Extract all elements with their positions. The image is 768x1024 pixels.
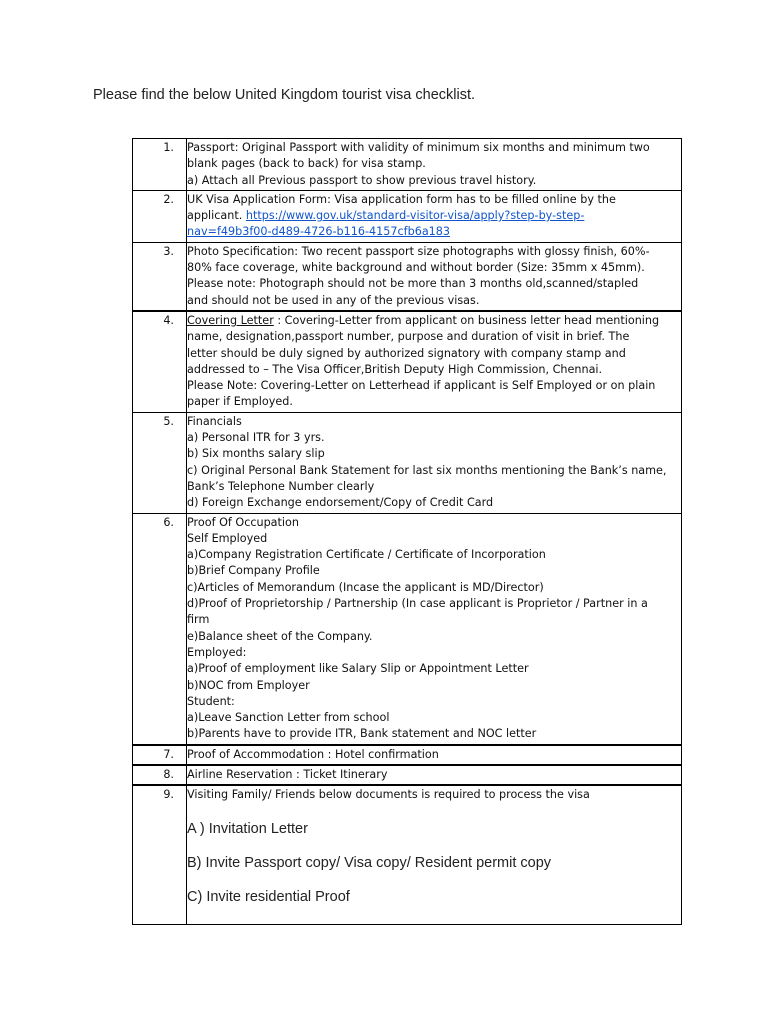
item-line: a)Company Registration Certificate / Certificate of Incorporation — [187, 548, 546, 562]
item-line-prefix: applicant. — [187, 209, 246, 223]
intro-text: Please find the below United Kingdom tourist visa checklist. — [93, 87, 476, 103]
item-line — [187, 313, 677, 329]
checklist-row-8 — [133, 765, 682, 785]
item-line: Financials — [187, 414, 242, 428]
checklist-row-3 — [133, 242, 682, 311]
item-text — [187, 412, 682, 513]
checklist-row-1 — [133, 139, 682, 191]
item-line-rest: : Covering-Letter from applicant on business letter head mentioning — [273, 313, 660, 327]
item-line: Self Employed — [187, 531, 268, 545]
item-number: 9. — [133, 785, 187, 924]
item-line: a) Attach all Previous passport to show previous travel history. — [187, 173, 537, 187]
item-line: a) Personal ITR for 3 yrs. — [187, 431, 325, 445]
visa-checklist-table — [132, 138, 682, 925]
item-line: c) Original Personal Bank Statement for last six months mentioning the Bank’s name, — [187, 463, 667, 477]
item-line: blank pages (back to back) for visa stamp. — [187, 157, 426, 171]
checklist-row-9 — [133, 785, 682, 924]
item-number: 8. — [133, 765, 187, 785]
visa-apply-link-continued[interactable]: nav=f49b3f00-d489-4726-b116-4157cfb6a183 — [187, 225, 451, 239]
visa-apply-link[interactable]: https://www.gov.uk/standard-visitor-visa/apply?step-by-step- — [245, 209, 585, 223]
checklist-row-4 — [133, 311, 682, 412]
item-line: Photo Specification: Two recent passport size photographs with glossy finish, 60%- — [187, 244, 650, 258]
item-number: 1. — [133, 139, 187, 191]
item-line — [187, 208, 677, 224]
item-line: name, designation,passport number, purpose and duration of visit in brief. The — [187, 330, 630, 344]
item-line: a)Proof of employment like Salary Slip or Appointment Letter — [187, 662, 529, 676]
item-text — [187, 513, 682, 745]
item-text — [187, 242, 682, 311]
checklist-row-6 — [133, 513, 682, 745]
item-line: 80% face coverage, white background and without border (Size: 35mm x 45mm). — [187, 261, 645, 275]
item-line: Passport: Original Passport with validity of minimum six months and minimum two — [187, 141, 650, 154]
item-line: b)NOC from Employer — [187, 678, 310, 692]
item-line: a)Leave Sanction Letter from school — [187, 711, 390, 725]
item-line: Airline Reservation : Ticket Itinerary — [187, 767, 388, 781]
item-text — [187, 745, 682, 765]
checklist-row-5 — [133, 412, 682, 513]
item-line: Visiting Family/ Friends below documents is required to process the visa — [187, 788, 590, 802]
checklist-row-7 — [133, 745, 682, 765]
item-text — [187, 190, 682, 242]
item-line: b) Six months salary slip — [187, 447, 325, 461]
item-line: firm — [187, 613, 210, 627]
covering-letter-heading: Covering Letter — [187, 313, 274, 327]
item-text — [187, 311, 682, 412]
item-number: 4. — [133, 311, 187, 412]
item-line: d) Foreign Exchange endorsement/Copy of Credit Card — [187, 496, 494, 510]
document-line: A ) Invitation Letter — [187, 820, 308, 837]
item-text — [187, 139, 682, 191]
checklist-row-2 — [133, 190, 682, 242]
item-text — [187, 765, 682, 785]
item-line: paper if Employed. — [187, 395, 293, 409]
document-line: C) Invite residential Proof — [187, 888, 350, 905]
item-number: 5. — [133, 412, 187, 513]
item-line: b)Parents have to provide ITR, Bank statement and NOC letter — [187, 727, 537, 741]
document-line: B) Invite Passport copy/ Visa copy/ Resident permit copy — [187, 854, 552, 871]
item-number: 7. — [133, 745, 187, 765]
item-line: c)Articles of Memorandum (Incase the applicant is MD/Director) — [187, 580, 544, 594]
item-line: Proof of Accommodation : Hotel confirmation — [187, 747, 439, 761]
item-line: and should not be used in any of the previous visas. — [187, 293, 480, 307]
item-line: letter should be duly signed by authorized signatory with company stamp and — [187, 346, 626, 360]
item-line: addressed to – The Visa Officer,British Deputy High Commission, Chennai. — [187, 362, 603, 376]
item-line: Student: — [187, 694, 235, 708]
item-line: d)Proof of Proprietorship / Partnership (In case applicant is Proprietor / Partner in a — [187, 597, 648, 611]
item-number: 3. — [133, 242, 187, 311]
item-line: UK Visa Application Form: Visa application form has to be filled online by the — [187, 192, 616, 206]
item-line: Please Note: Covering-Letter on Letterhead if applicant is Self Employed or on plain — [187, 379, 656, 393]
item-line: Employed: — [187, 645, 247, 659]
item-line: b)Brief Company Profile — [187, 564, 320, 578]
item-line: Bank’s Telephone Number clearly — [187, 479, 375, 493]
item-line: Proof Of Occupation — [187, 515, 299, 529]
item-number: 6. — [133, 513, 187, 745]
item-line: Please note: Photograph should not be more than 3 months old,scanned/stapled — [187, 277, 639, 291]
item-number: 2. — [133, 190, 187, 242]
item-text — [187, 785, 682, 924]
item-line: e)Balance sheet of the Company. — [187, 629, 373, 643]
